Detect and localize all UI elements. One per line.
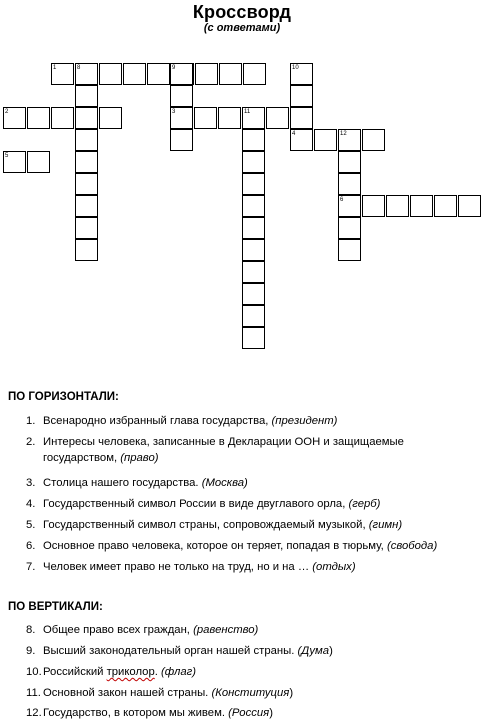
grid-cell (242, 305, 265, 327)
cell-number: 3 (172, 109, 176, 115)
clue-down-8: 8. Общее право всех граждан, (равенство) (26, 624, 259, 636)
grid-cell (338, 195, 361, 217)
cell-number: 8 (77, 65, 81, 71)
grid-cell (51, 107, 74, 129)
grid-cell (170, 63, 193, 85)
cell-number: 11 (244, 109, 251, 115)
cell-number: 2 (5, 109, 9, 115)
grid-cell (434, 195, 457, 217)
grid-cell (410, 195, 433, 217)
clue-across-7: 7. Человек имеет право не только на труд, но и на … (отдых) (26, 561, 356, 573)
page-title: Кроссворд (192, 2, 292, 22)
grid-cell (75, 129, 98, 151)
grid-cell (99, 63, 122, 85)
page-subtitle: (с ответами) (203, 22, 281, 34)
grid-cell (338, 151, 361, 173)
cell-number: 9 (172, 65, 176, 71)
grid-cell (75, 107, 98, 129)
grid-cell (458, 195, 481, 217)
grid-cell (75, 217, 98, 239)
grid-cell (242, 151, 265, 173)
cell-number: 4 (292, 131, 296, 137)
grid-cell (3, 107, 26, 129)
grid-cell (75, 239, 98, 261)
clue-across-3: 3. Столица нашего государства. (Москва) (26, 477, 248, 489)
clue-across-2: 2. Интересы человека, записанные в Декларации ООН и защищаемые государством, (право) (26, 436, 404, 464)
grid-cell (242, 129, 265, 151)
cell-number: 12 (340, 131, 347, 137)
grid-cell (27, 107, 50, 129)
grid-cell (170, 85, 193, 107)
grid-cell (75, 173, 98, 195)
grid-cell (290, 85, 313, 107)
grid-cell (51, 63, 74, 85)
grid-cell (242, 239, 265, 261)
grid-cell (338, 173, 361, 195)
grid-cell (27, 151, 50, 173)
grid-cell (243, 63, 266, 85)
clue-down-9: 9. Высший законодательный орган нашей страны. (Дума) (26, 645, 333, 657)
grid-cell (194, 107, 217, 129)
grid-cell (290, 129, 313, 151)
grid-cell (242, 107, 265, 129)
across-heading: ПО ГОРИЗОНТАЛИ: (8, 391, 119, 403)
grid-cell (170, 129, 193, 151)
clue-down-10: 10.Российский триколор. (флаг) (26, 666, 196, 678)
grid-cell (338, 239, 361, 261)
grid-cell (123, 63, 146, 85)
grid-cell (362, 195, 385, 217)
grid-cell (338, 129, 361, 151)
grid-cell (266, 107, 289, 129)
grid-cell (99, 107, 122, 129)
grid-cell (147, 63, 170, 85)
cell-number: 5 (5, 153, 9, 159)
cell-number: 6 (340, 197, 344, 203)
grid-cell (219, 63, 242, 85)
grid-cell (170, 107, 193, 129)
grid-cell (338, 217, 361, 239)
grid-cell (242, 283, 265, 305)
grid-cell (242, 217, 265, 239)
clue-across-4: 4. Государственный символ России в виде двуглавого орла, (герб) (26, 498, 381, 510)
cell-number: 10 (292, 65, 299, 71)
grid-cell (75, 151, 98, 173)
grid-cell (290, 107, 313, 129)
clue-down-12: 12.Государство, в котором мы живем. (Россия) (26, 707, 273, 719)
grid-cell (290, 63, 313, 85)
clue-across-5: 5. Государственный символ страны, сопровождаемый музыкой, (гимн) (26, 519, 403, 531)
grid-cell (75, 63, 98, 85)
grid-cell (362, 129, 385, 151)
clue-across-6: 6. Основное право человека, которое он теряет, попадая в тюрьму, (свобода) (26, 540, 438, 552)
clue-down-11: 11. Основной закон нашей страны. (Конституция) (26, 687, 294, 699)
grid-cell (242, 173, 265, 195)
grid-cell (386, 195, 409, 217)
grid-cell (242, 261, 265, 283)
grid-cell (242, 327, 265, 349)
grid-cell (75, 195, 98, 217)
cell-number: 1 (53, 65, 57, 71)
down-heading: ПО ВЕРТИКАЛИ: (8, 601, 103, 613)
grid-cell (218, 107, 241, 129)
clue-across-1: 1. Всенародно избранный глава государства, (президент) (26, 415, 338, 427)
grid-cell (242, 195, 265, 217)
grid-cell (314, 129, 337, 151)
grid-cell (195, 63, 218, 85)
grid-cell (75, 85, 98, 107)
grid-cell (3, 151, 26, 173)
